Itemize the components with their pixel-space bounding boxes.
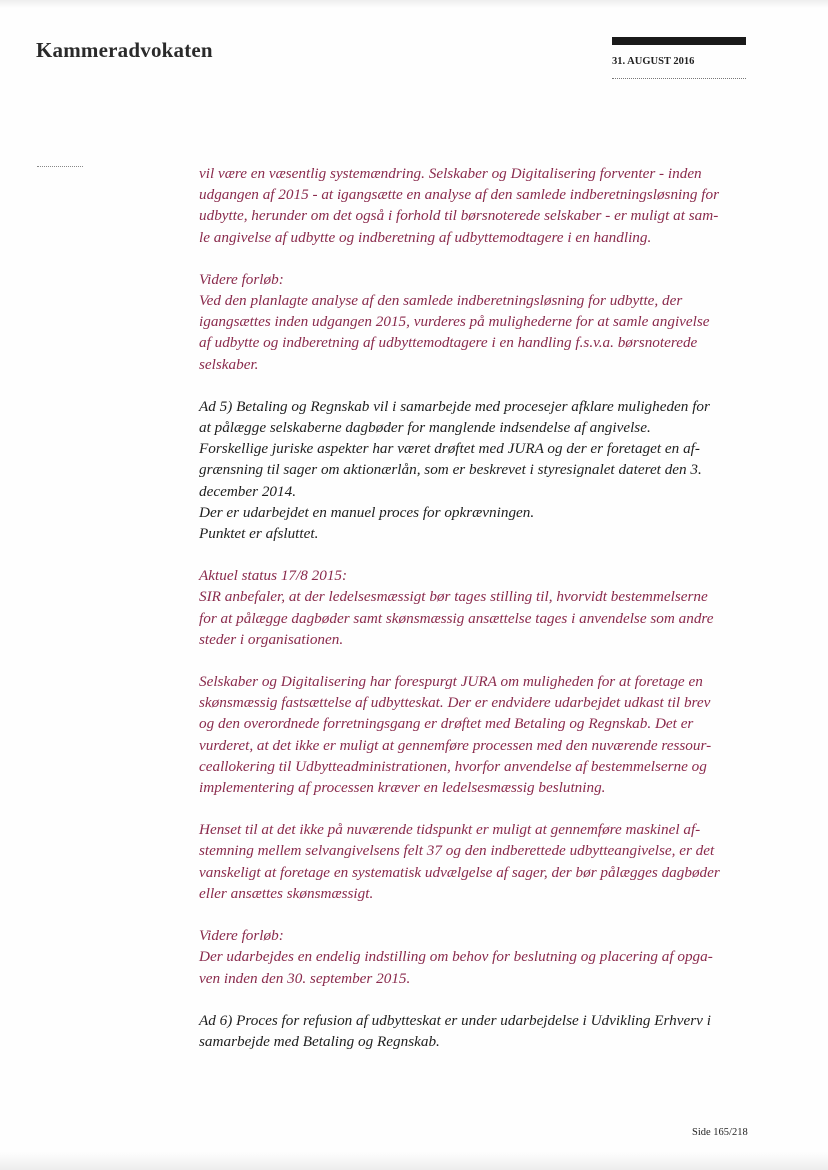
text-line: Forskellige juriske aspekter har været drøftet med JURA og der er foretaget en af- <box>199 440 700 458</box>
text-line: at pålægge selskaberne dagbøder for manglende indsendelse af angivelse. <box>199 419 651 437</box>
text-line: udgangen af 2015 - at igangsætte en analyse af den samlede indberetningsløsning for <box>199 186 719 204</box>
text-line: skønsmæssig fastsættelse af udbytteskat. Der er endvidere udarbejdet udkast til brev <box>199 694 711 712</box>
margin-dotted-rule <box>37 166 83 167</box>
text-line: af udbytte og indberetning af udbyttemodtagere i en handling f.s.v.a. børsnoterede <box>199 334 698 352</box>
text-line: Videre forløb: <box>199 270 284 288</box>
paragraph <box>199 925 749 989</box>
paragraph <box>199 565 749 650</box>
text-line: Selskaber og Digitalisering har forespurgt JURA om muligheden for at foretage en <box>199 673 703 691</box>
text-line: steder i organisationen. <box>199 630 344 648</box>
page-number: Side 165/218 <box>692 1127 748 1138</box>
date-bar <box>612 37 746 45</box>
text-line: Ad 6) Proces for refusion af udbytteskat er under udarbejdelse i Udvikling Erhverv i <box>199 1011 711 1029</box>
text-line: samarbejde med Betaling og Regnskab. <box>199 1032 440 1050</box>
text-line: vurderet, at det ikke er muligt at gennemføre processen med den nuværende ressour- <box>199 736 712 754</box>
text-line: ceallokering til Udbytteadministrationen, hvorfor anvendelse af bestemmelserne og <box>199 757 707 775</box>
text-line: grænsning til sager om aktionærlån, som er beskrevet i styresignalet dateret den 3. <box>199 461 702 479</box>
text-line: Der udarbejdes en endelig indstilling om behov for beslutning og placering af opga- <box>199 948 713 966</box>
text-line: igangsættes inden udgangen 2015, vurderes på mulighederne for at samle angivelse <box>199 313 710 331</box>
paragraph <box>199 819 749 904</box>
text-line: udbytte, herunder om det også i forhold til børsnoterede selskaber - er muligt at sam- <box>199 207 719 225</box>
paragraph <box>199 1010 749 1052</box>
text-line: for at pålægge dagbøder samt skønsmæssig ansættelse tages i anvendelse som andre <box>199 609 714 627</box>
text-line: Henset til at det ikke på nuværende tidspunkt er muligt at gennemføre maskinel af- <box>199 821 701 839</box>
text-line: Der er udarbejdet en manuel proces for opkrævningen. <box>199 503 535 521</box>
text-line: SIR anbefaler, at der ledelsesmæssigt bør tages stilling til, hvorvidt bestemmelserne <box>199 588 708 606</box>
text-line: Punktet er afsluttet. <box>199 525 319 543</box>
text-line: Videre forløb: <box>199 927 284 945</box>
text-line: le angivelse af udbytte og indberetning af udbyttemodtagere i en handling. <box>199 228 652 246</box>
date-divider <box>612 78 746 79</box>
text-line: eller ansættes skønsmæssigt. <box>199 884 374 902</box>
organization-name: Kammeradvokaten <box>36 38 213 62</box>
text-line: stemning mellem selvangivelsens felt 37 og den indberettede udbytteangivelse, er det <box>199 842 715 860</box>
text-line: Aktuel status 17/8 2015: <box>199 567 348 585</box>
text-line: implementering af processen kræver en ledelsesmæssig beslutning. <box>199 779 606 797</box>
page-bottom-shadow <box>0 1152 828 1170</box>
text-line: vanskeligt at foretage en systematisk udvælgelse af sager, der bør pålægges dagbøder <box>199 863 720 881</box>
text-line: Ved den planlagte analyse af den samlede indberetningsløsning for udbytte, der <box>199 292 683 310</box>
text-line: vil være en væsentlig systemændring. Selskaber og Digitalisering forventer - inden <box>199 165 702 182</box>
paragraph <box>199 396 749 544</box>
paragraph <box>199 671 749 798</box>
body-text <box>199 163 749 1073</box>
text-line: ven inden den 30. september 2015. <box>199 969 411 987</box>
text-line: selskaber. <box>199 355 259 373</box>
text-line: Ad 5) Betaling og Regnskab vil i samarbejde med procesejer afklare muligheden for <box>199 397 710 415</box>
document-date: 31. AUGUST 2016 <box>612 56 695 67</box>
paragraph <box>199 163 749 248</box>
text-line: december 2014. <box>199 482 296 500</box>
page-top-shadow <box>0 0 828 8</box>
text-line: og den overordnede forretningsgang er drøftet med Betaling og Regnskab. Det er <box>199 715 694 733</box>
paragraph <box>199 269 749 375</box>
